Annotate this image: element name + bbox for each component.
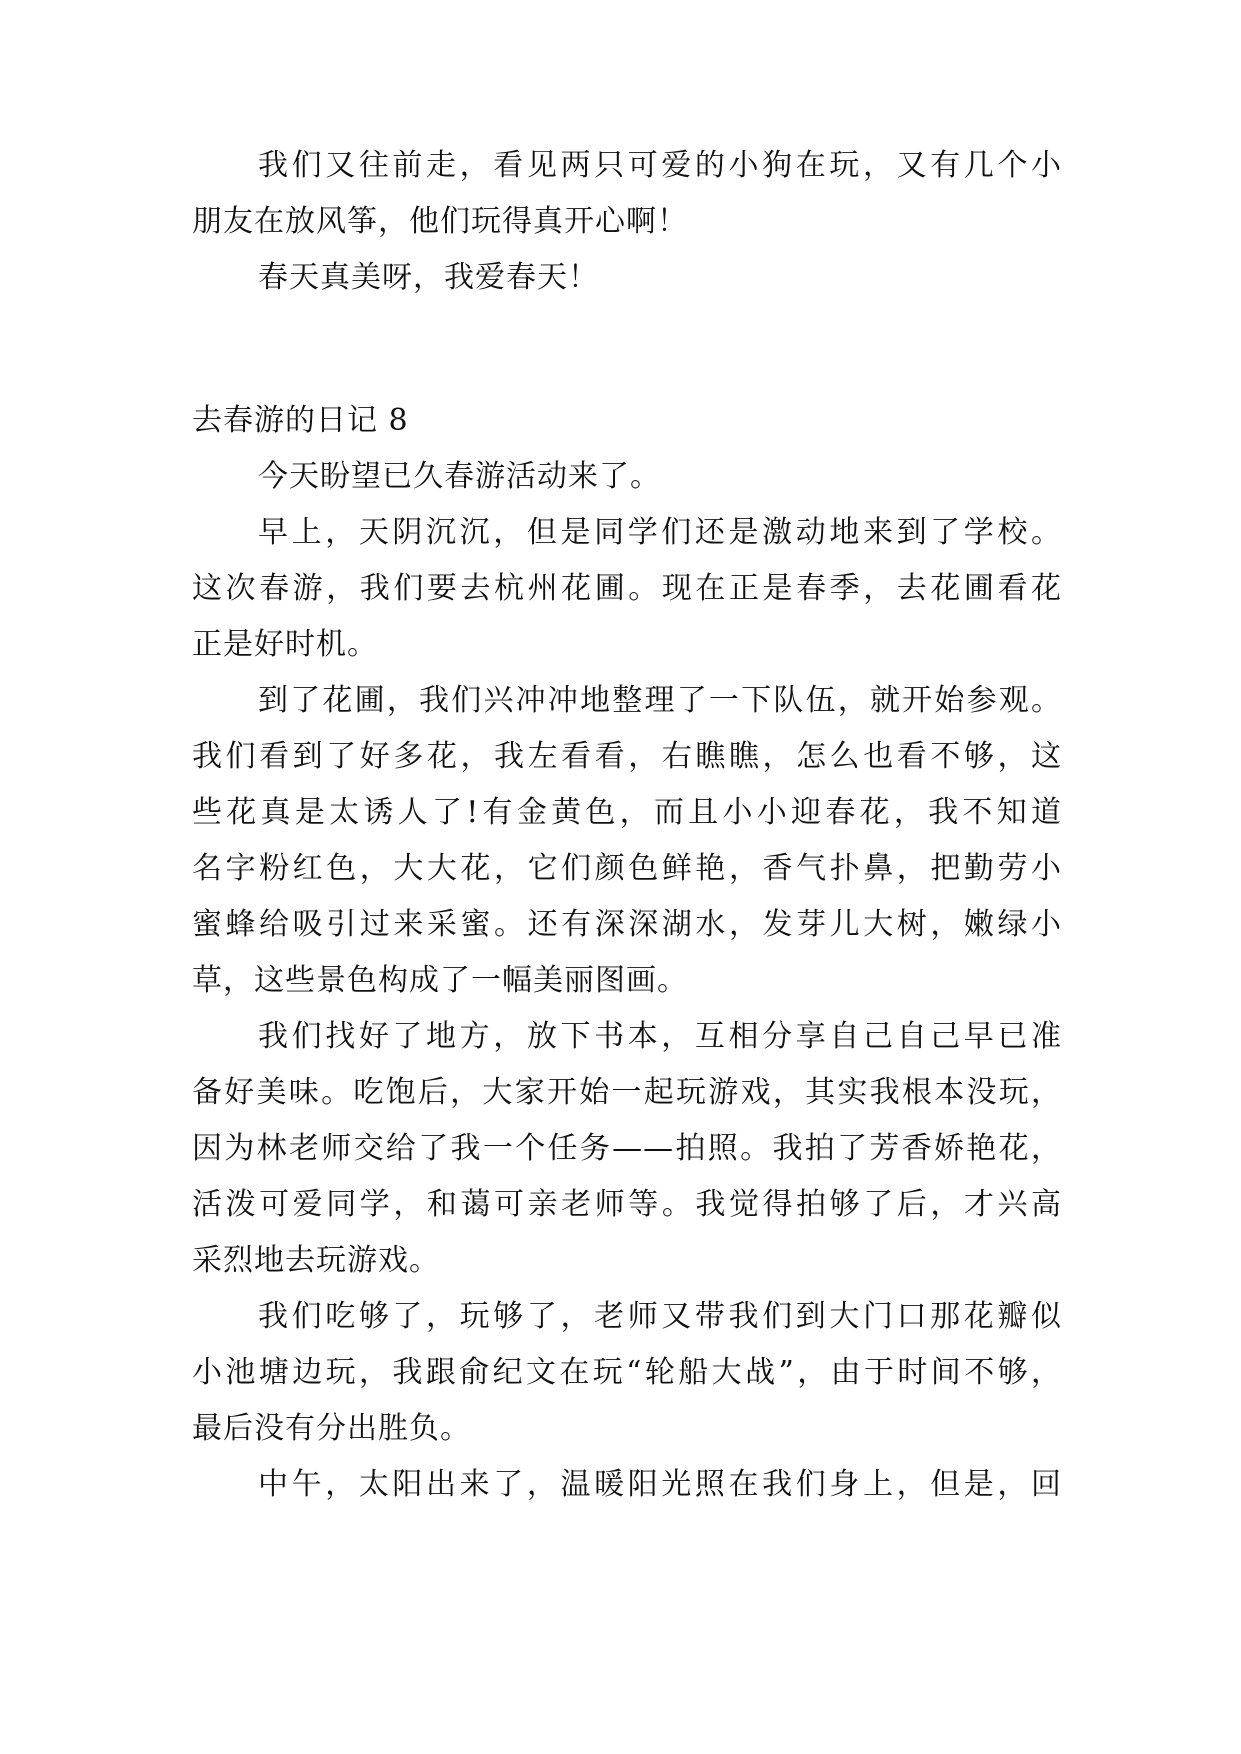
paragraph-flowers xyxy=(192,673,1062,1009)
paragraph-dogs-kites xyxy=(192,138,1062,250)
text-line: 我们找好了地方，放下书本，互相分享自己自己早已准 xyxy=(258,1019,1062,1054)
text-line: 因为林老师交给了我一个任务——拍照。我拍了芳香娇艳花， xyxy=(192,1131,1062,1166)
text-line: 春天真美呀，我爱春天！ xyxy=(258,260,599,295)
paragraph-pond xyxy=(192,1289,1062,1457)
text-line: 我们看到了好多花，我左看看，右瞧瞧，怎么也看不够，这 xyxy=(192,739,1062,774)
text-line: 活泼可爱同学，和蔼可亲老师等。我觉得拍够了后，才兴高 xyxy=(192,1187,1062,1222)
text-line: 采烈地去玩游戏。 xyxy=(192,1243,440,1278)
text-line: 今天盼望已久春游活动来了。 xyxy=(258,459,661,494)
text-line: 早上，天阴沉沉，但是同学们还是激动地来到了学校。 xyxy=(258,515,1062,550)
text-line: 小池塘边玩，我跟俞纪文在玩“轮船大战”，由于时间不够， xyxy=(192,1355,1062,1390)
diary-title: 去春游的日记 8 xyxy=(192,403,409,438)
text-line: 名字粉红色，大大花，它们颜色鲜艳，香气扑鼻，把勤劳小 xyxy=(192,851,1062,886)
text-line: 中午，太阳出来了，温暖阳光照在我们身上，但是，回 xyxy=(258,1467,1062,1502)
text-line: 最后没有分出胜负。 xyxy=(192,1411,471,1446)
paragraph-photos xyxy=(192,1009,1062,1289)
paragraph-intro xyxy=(192,449,1062,505)
text-line: 我们吃够了，玩够了，老师又带我们到大门口那花瓣似 xyxy=(258,1299,1062,1334)
text-line: 这次春游，我们要去杭州花圃。现在正是春季，去花圃看花 xyxy=(192,571,1062,606)
text-line: 蜜蜂给吸引过来采蜜。还有深深湖水，发芽儿大树，嫩绿小 xyxy=(192,907,1062,942)
text-line: 备好美味。吃饱后，大家开始一起玩游戏，其实我根本没玩， xyxy=(192,1075,1062,1110)
text-line: 到了花圃，我们兴冲冲地整理了一下队伍，就开始参观。 xyxy=(258,683,1062,718)
paragraph-noon xyxy=(192,1457,1062,1513)
text-line: 我们又往前走，看见两只可爱的小狗在玩，又有几个小 xyxy=(258,148,1062,183)
text-line: 正是好时机。 xyxy=(192,627,378,662)
text-line: 朋友在放风筝，他们玩得真开心啊！ xyxy=(192,204,688,239)
text-line: 些花真是太诱人了!有金黄色，而且小小迎春花，我不知道 xyxy=(192,795,1062,830)
section-heading xyxy=(192,393,1062,449)
paragraph-spring-love xyxy=(192,250,1062,306)
text-line: 草，这些景色构成了一幅美丽图画。 xyxy=(192,963,688,998)
paragraph-morning xyxy=(192,505,1062,673)
